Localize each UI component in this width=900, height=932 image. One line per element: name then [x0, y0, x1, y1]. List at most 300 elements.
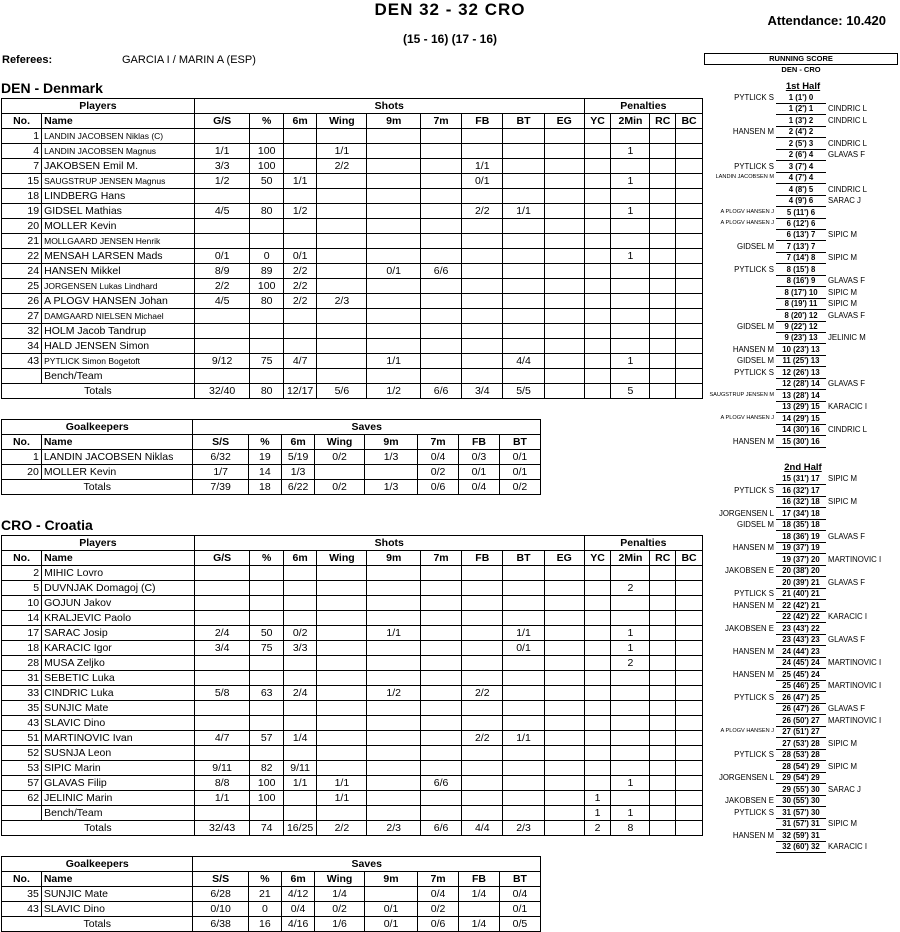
stat-cell [544, 701, 584, 716]
gk-number: 1 [2, 450, 42, 465]
gk-stat: 5/19 [281, 450, 314, 465]
player-number: 1 [2, 129, 42, 144]
stat-cell [503, 174, 544, 189]
bench-stat [250, 369, 283, 384]
stat-cell [250, 566, 283, 581]
cro-scorer: GLAVAS F [828, 310, 865, 320]
stat-cell [584, 309, 611, 324]
stat-cell [611, 731, 650, 746]
gk-totals-cell: 4/16 [281, 917, 314, 932]
running-score-value: 9 (23') 13 [776, 332, 826, 344]
bench-stat [650, 369, 676, 384]
den-scorer: JAKOBSEN E [725, 566, 774, 575]
player-row [2, 686, 703, 701]
stat-cell [650, 746, 676, 761]
stat-cell [503, 611, 544, 626]
stat-cell [367, 641, 420, 656]
halftime-scores: (15 - 16) (17 - 16) [402, 32, 498, 46]
stat-cell [544, 249, 584, 264]
stat-cell [420, 144, 461, 159]
running-score-entry [700, 485, 900, 496]
stat-cell: 2 [611, 656, 650, 671]
bench-row [2, 369, 703, 384]
running-score-value: 23 (43') 23 [776, 634, 826, 646]
stat-cell [462, 626, 503, 641]
totals-cell [544, 384, 584, 399]
running-score-subtitle: DEN - CRO [781, 65, 821, 74]
running-score-entry [700, 531, 900, 542]
running-score-value: 8 (17') 10 [776, 287, 826, 299]
stat-cell [420, 746, 461, 761]
stat-cell [420, 234, 461, 249]
running-score-entry [700, 195, 900, 206]
stat-cell [544, 626, 584, 641]
stat-cell [584, 611, 611, 626]
stat-cell [544, 686, 584, 701]
bench-stat [650, 806, 676, 821]
stat-cell [544, 189, 584, 204]
stat-cell [503, 581, 544, 596]
stat-cell [317, 219, 367, 234]
stat-cell: 80 [250, 204, 283, 219]
header-row [2, 99, 703, 114]
player-name: GOJUN Jakov [42, 596, 195, 611]
stat-cell [462, 189, 503, 204]
running-score-entry [700, 92, 900, 103]
stat-cell [650, 129, 676, 144]
running-score-entry [700, 772, 900, 783]
player-name: HALD JENSEN Simon [42, 339, 195, 354]
running-score-value: 17 (34') 18 [776, 508, 826, 520]
stat-cell [676, 776, 703, 791]
totals-cell [676, 821, 703, 836]
bench-stat [317, 369, 367, 384]
col-gs-header: G/S [194, 114, 250, 129]
stat-cell: 1/1 [283, 174, 316, 189]
gk-col-wing-header: Wing [315, 872, 365, 887]
cro-scorer: MARTINOVIC I [828, 658, 882, 667]
stat-cell [650, 279, 676, 294]
den-scorer: PYTLICK S [734, 692, 774, 702]
den-player-stats-table [1, 98, 703, 399]
running-score-value: 16 (32') 18 [776, 496, 826, 508]
den-scorer: HANSEN M [732, 127, 774, 137]
gk-col-name-header: Name [41, 435, 193, 450]
running-score-entry [700, 749, 900, 760]
stat-cell [420, 626, 461, 641]
den-goalkeeper-table [1, 419, 541, 495]
den-scorer: PYTLICK S [734, 807, 774, 817]
stat-cell [544, 324, 584, 339]
player-number: 5 [2, 581, 42, 596]
player-number: 43 [2, 716, 42, 731]
stat-cell: 1/1 [317, 144, 367, 159]
den-scorer: SAUGSTRUP JENSEN M [709, 391, 774, 398]
den-scorer: PYTLICK S [734, 750, 774, 759]
running-score-value: 22 (42') 21 [776, 600, 826, 612]
gk-stat: 0/1 [459, 465, 500, 480]
player-row [2, 294, 703, 309]
stat-cell [283, 566, 316, 581]
stat-cell: 1/1 [317, 776, 367, 791]
stat-cell [503, 701, 544, 716]
bench-stat [503, 369, 544, 384]
stat-cell [544, 159, 584, 174]
player-row [2, 339, 703, 354]
stat-cell [611, 279, 650, 294]
running-score-entry [700, 229, 900, 240]
running-score-value: 14 (29') 15 [776, 413, 826, 425]
gk-col-ss-header: S/S [193, 872, 248, 887]
col-yc-header: YC [584, 114, 611, 129]
gk-col-six-header: 6m [281, 435, 314, 450]
stat-cell [611, 671, 650, 686]
stat-cell [283, 701, 316, 716]
stat-cell [317, 701, 367, 716]
stat-cell [650, 761, 676, 776]
gk-stat: 14 [248, 465, 281, 480]
stat-cell [194, 716, 250, 731]
running-score-entry [700, 703, 900, 714]
saves-header: Saves [193, 857, 541, 872]
stat-cell: 1/1 [367, 354, 420, 369]
player-row [2, 566, 703, 581]
stat-cell: 1 [611, 641, 650, 656]
goalkeeper-row [2, 465, 541, 480]
running-score-entry [700, 413, 900, 424]
player-row [2, 354, 703, 369]
player-number: 18 [2, 189, 42, 204]
stat-cell [317, 174, 367, 189]
running-score-entry [700, 436, 900, 447]
stat-cell [611, 566, 650, 581]
stat-cell [650, 174, 676, 189]
den-scorer: GIDSEL M [737, 520, 774, 529]
stat-cell [367, 716, 420, 731]
gk-column-header-row [2, 435, 541, 450]
stat-cell [250, 596, 283, 611]
cro-player-stats-table [1, 535, 703, 836]
cro-scorer: SIPIC M [828, 819, 858, 828]
stat-cell [317, 249, 367, 264]
running-score-entry [700, 161, 900, 172]
player-name: MARTINOVIC Ivan [42, 731, 195, 746]
den-scorer: PYTLICK S [734, 367, 774, 377]
stat-cell [317, 189, 367, 204]
stat-cell [611, 159, 650, 174]
match-score-title: DEN 32 - 32 CRO [374, 0, 526, 19]
player-row [2, 761, 703, 776]
player-name: HANSEN Mikkel [42, 264, 195, 279]
stat-cell: 3/4 [194, 641, 250, 656]
col-gs-header: G/S [194, 551, 250, 566]
totals-row [2, 384, 703, 399]
stat-cell [584, 701, 611, 716]
stat-cell [420, 219, 461, 234]
gk-col-pct-header: % [248, 435, 281, 450]
running-score-entry [700, 726, 900, 737]
stat-cell: 6/6 [420, 776, 461, 791]
player-number: 4 [2, 144, 42, 159]
player-row [2, 656, 703, 671]
stat-cell [462, 129, 503, 144]
stat-cell [317, 309, 367, 324]
stat-cell [650, 701, 676, 716]
player-name: JELINIC Marin [42, 791, 195, 806]
col-no-header: No. [2, 114, 42, 129]
stat-cell [676, 701, 703, 716]
running-score-value: 18 (36') 19 [776, 531, 826, 543]
player-row [2, 144, 703, 159]
stat-cell [462, 144, 503, 159]
totals-cell: 5 [611, 384, 650, 399]
col-eg-header: EG [544, 114, 584, 129]
running-score-entry [700, 508, 900, 519]
stat-cell [584, 189, 611, 204]
player-number: 33 [2, 686, 42, 701]
stat-cell [676, 159, 703, 174]
stat-cell [317, 641, 367, 656]
stat-cell [503, 129, 544, 144]
stat-cell: 0/1 [367, 264, 420, 279]
stat-cell [650, 309, 676, 324]
running-score-entry [700, 784, 900, 795]
stat-cell [194, 189, 250, 204]
player-row [2, 234, 703, 249]
stat-cell [611, 761, 650, 776]
stat-cell [250, 656, 283, 671]
stat-cell: 1 [611, 354, 650, 369]
stat-cell [462, 701, 503, 716]
den-scorer: HANSEN M [732, 436, 774, 446]
stat-cell: 1 [584, 791, 611, 806]
cro-scorer: SARAC J [828, 784, 861, 794]
stat-cell [283, 129, 316, 144]
stat-cell [367, 581, 420, 596]
stat-cell [250, 219, 283, 234]
stat-cell: 2/4 [194, 626, 250, 641]
cro-scorer: CINDRIC L [828, 184, 867, 194]
den-scorer: PYTLICK S [734, 589, 774, 598]
stat-cell [584, 581, 611, 596]
players-header: Players [2, 536, 195, 551]
stat-cell [420, 686, 461, 701]
totals-cell: 2/3 [367, 821, 420, 836]
totals-cell [544, 821, 584, 836]
cro-scorer: GLAVAS F [828, 150, 865, 160]
running-score-value: 12 (26') 13 [776, 367, 826, 379]
gk-stat: 21 [248, 887, 281, 902]
player-number: 17 [2, 626, 42, 641]
bench-stat [283, 806, 316, 821]
totals-cell [676, 384, 703, 399]
stat-cell [250, 701, 283, 716]
player-name: JORGENSEN Lukas Lindhard [42, 279, 195, 294]
gk-totals-cell: 0/6 [418, 480, 459, 495]
stat-cell: 9/11 [283, 761, 316, 776]
gk-stat [459, 902, 500, 917]
stat-cell [544, 279, 584, 294]
player-number: 52 [2, 746, 42, 761]
stat-cell [544, 219, 584, 234]
totals-cell: 2/2 [317, 821, 367, 836]
stat-cell [676, 716, 703, 731]
player-name: MENSAH LARSEN Mads [42, 249, 195, 264]
gk-stat [315, 465, 365, 480]
player-name: LANDIN JACOBSEN Magnus [42, 144, 195, 159]
running-score-value: 1 (1') 0 [776, 92, 826, 104]
bench-stat [367, 806, 420, 821]
stat-cell [420, 701, 461, 716]
stat-cell [194, 746, 250, 761]
player-number: 18 [2, 641, 42, 656]
bench-stat [420, 806, 461, 821]
stat-cell [584, 641, 611, 656]
running-score-entry [700, 241, 900, 252]
den-scorer: GIDSEL M [737, 322, 774, 331]
player-name: KARACIC Igor [42, 641, 195, 656]
running-score-entry [700, 310, 900, 321]
stat-cell [584, 596, 611, 611]
player-row [2, 249, 703, 264]
stat-cell: 1/1 [503, 204, 544, 219]
player-name: MOLLGAARD JENSEN Henrik [42, 234, 195, 249]
stat-cell [503, 776, 544, 791]
stat-cell [584, 626, 611, 641]
stat-cell [367, 279, 420, 294]
goalkeeper-row [2, 902, 541, 917]
player-name: MUSA Zeljko [42, 656, 195, 671]
running-score-value: 27 (53') 28 [776, 738, 826, 750]
running-score-value: 22 (42') 22 [776, 611, 826, 623]
stat-cell [584, 279, 611, 294]
stat-cell [503, 309, 544, 324]
player-number: 53 [2, 761, 42, 776]
stat-cell [544, 174, 584, 189]
stat-cell [544, 581, 584, 596]
stat-cell: 2/2 [462, 204, 503, 219]
stat-cell: 1/1 [194, 791, 250, 806]
running-score-entry [700, 355, 900, 366]
bench-stat [676, 369, 703, 384]
running-score-entry [700, 577, 900, 588]
gk-totals-cell: 1/4 [459, 917, 500, 932]
stat-cell [611, 129, 650, 144]
running-score-entry [700, 634, 900, 645]
stat-cell [650, 354, 676, 369]
stat-cell [676, 746, 703, 761]
stat-cell [650, 144, 676, 159]
running-score-value: 15 (31') 17 [776, 473, 826, 485]
running-score-value: 6 (12') 6 [776, 218, 826, 230]
bench-stat [420, 369, 461, 384]
stat-cell [676, 656, 703, 671]
running-score-entry [700, 715, 900, 726]
stat-cell [462, 234, 503, 249]
first-half-title: 1st Half [785, 81, 821, 92]
stat-cell [283, 324, 316, 339]
running-score-value: 20 (38') 20 [776, 565, 826, 577]
stat-cell [584, 219, 611, 234]
running-score-entry [700, 390, 900, 401]
gk-column-header-row [2, 872, 541, 887]
running-score-value: 2 (5') 3 [776, 138, 826, 150]
stat-cell [584, 731, 611, 746]
bench-number [2, 369, 42, 384]
gk-col-bt-header: BT [499, 872, 540, 887]
stat-cell [367, 144, 420, 159]
den-scorer: A PLOGV HANSEN J [720, 728, 774, 734]
gk-stat: 0/2 [418, 465, 459, 480]
stat-cell: 0/1 [503, 641, 544, 656]
stat-cell [420, 174, 461, 189]
bench-number [2, 806, 42, 821]
player-name: SIPIC Marin [42, 761, 195, 776]
stat-cell: 100 [250, 776, 283, 791]
stat-cell [676, 354, 703, 369]
stat-cell [194, 129, 250, 144]
stat-cell [503, 189, 544, 204]
stat-cell [503, 566, 544, 581]
gk-stat: 0/1 [499, 902, 540, 917]
player-number: 43 [2, 354, 42, 369]
stat-cell: 1/2 [194, 174, 250, 189]
gk-stat: 6/32 [193, 450, 248, 465]
gk-totals-cell: 0/2 [499, 480, 540, 495]
stat-cell [283, 611, 316, 626]
stat-cell: 1 [611, 626, 650, 641]
stat-cell [584, 746, 611, 761]
cro-scorer: SIPIC M [828, 287, 858, 297]
stat-cell [317, 264, 367, 279]
stat-cell [544, 671, 584, 686]
den-scorer: GIDSEL M [737, 356, 774, 366]
stat-cell [544, 129, 584, 144]
running-score-value: 13 (28') 14 [776, 390, 826, 402]
stat-cell [544, 234, 584, 249]
stat-cell [676, 294, 703, 309]
stat-cell: 1/2 [367, 686, 420, 701]
stat-cell: 2/2 [462, 731, 503, 746]
header-row [2, 536, 703, 551]
stat-cell: 1/1 [503, 626, 544, 641]
col-wing-header: Wing [317, 114, 367, 129]
running-score-entry [700, 692, 900, 703]
cro-scorer: CINDRIC L [828, 104, 867, 114]
stat-cell [420, 716, 461, 731]
stat-cell [611, 746, 650, 761]
stat-cell: 0/1 [462, 174, 503, 189]
stat-cell [283, 159, 316, 174]
running-score-value: 31 (57') 30 [776, 807, 826, 819]
running-score-entry [700, 275, 900, 286]
totals-cell: 3/4 [462, 384, 503, 399]
stat-cell [317, 671, 367, 686]
stat-cell [462, 354, 503, 369]
saves-header: Saves [193, 420, 541, 435]
stat-cell [367, 309, 420, 324]
stat-cell [676, 641, 703, 656]
player-name: GLAVAS Filip [42, 776, 195, 791]
cro-scorer: SIPIC M [828, 230, 858, 240]
stat-cell [584, 566, 611, 581]
stat-cell: 100 [250, 144, 283, 159]
stat-cell: 2/2 [283, 294, 316, 309]
cro-scorer: MARTINOVIC I [828, 715, 882, 725]
stat-cell [367, 159, 420, 174]
bench-stat [194, 369, 250, 384]
gk-totals-cell: 7/39 [193, 480, 248, 495]
